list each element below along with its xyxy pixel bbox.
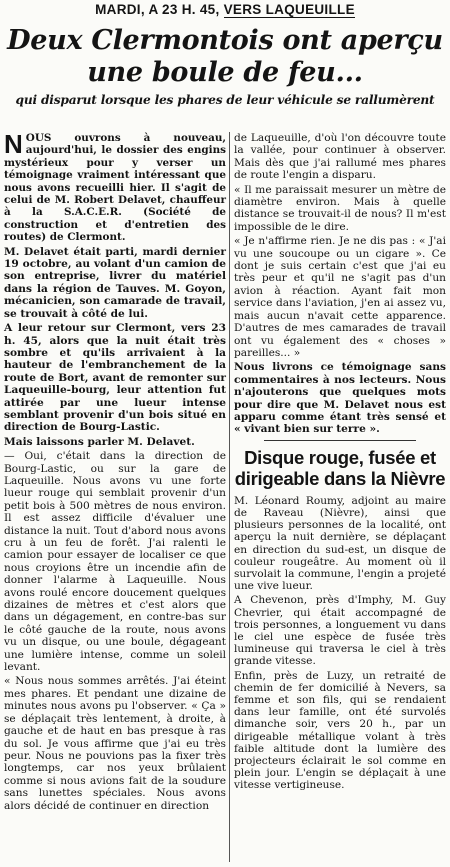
box-headline: Disque rouge, fusée et dirigeable dans la Nièvre xyxy=(234,446,446,489)
article-paragraph: « Nous nous sommes arrêtés. J'ai éteint mes phares. Et pendant une dizaine de minutes nous avons pu l'observer. « Ça » se déplaçait très lentement, à droite, à gauche et de haut en bas presque à ras du sol. Je vous affirme que j'ai eu très peur. Nous ne pouvions pas la fixer très longtemps, car nos yeux brûlaient comme si nous avions fait de la soudure sans lunettes spéciales. Nous avons alors décidé de continuer en direction xyxy=(4,675,226,812)
kicker xyxy=(0,2,450,17)
kicker-place: VERS LAQUEUILLE xyxy=(223,2,355,17)
box-paragraph: M. Léonard Roumy, adjoint au maire de Raveau (Nièvre), ainsi que plusieurs personnes de la localité, ont aperçu la nuit dernière, se déplaçant en direction du sud-est, un disque de couleur rougeâtre. Au moment où il survolait la commune, l'engin a projeté une vive lueur. xyxy=(234,494,446,593)
box-paragraph: A Chevenon, près d'Imphy, M. Guy Chevrier, qui était accompagné de trois personnes, a longuement vu dans le ciel une espèce de fusée très lumineuse qui traversa le ciel à très grande vitesse. xyxy=(234,594,446,668)
article-paragraph: « Je n'affirme rien. Je ne dis pas : « J'ai vu une soucoupe ou un cigare ». Ce dont je suis certain c'est que j'ai eu très peur et qu'il ne s'agit pas d'un avion à réaction. Ayant fait mon service dans l'aviation, j'en ai assez vu, mais aucun n'avait cette apparence. D'autres de mes camarades de travail ont vu également des « choses » pareilles... » xyxy=(234,235,446,359)
article-conclusion: Nous livrons ce témoignage sans commentaires à nos lecteurs. Nous n'ajouterons que quelques mots pour dire que M. Delavet nous est apparu comme étant très sensé et « vivant bien sur terre ». xyxy=(234,361,446,436)
left-column xyxy=(4,129,226,814)
article-intro-text: OUS ouvrons à nouveau, aujourd'hui, le dossier des engins mystérieux pour y verser un témoignage vraiment intéressant que nous avons recueilli hier. Il s'agit de celui de M. Robert Delavet, chauffeur à la S.A.C.E.R. (Société de construction et d'entretien des routes) de Clermont. xyxy=(4,132,226,244)
article-paragraph: de Laqueuille, d'où l'on découvre toute la vallée, pour continuer à observer. Mais dès que j'ai rallumé mes phares de route l'engin a disparu. xyxy=(234,132,446,182)
article-intro xyxy=(4,129,226,244)
article-paragraph: « Il me paraissait mesurer un mètre de diamètre environ. Mais à quelle distance se trouvait-il de nous? Il m'est impossible de le dire. xyxy=(234,183,446,233)
article-paragraph: M. Delavet était parti, mardi dernier 19 octobre, au volant d'un camion de son entreprise, livrer du matériel dans la région de Tauves. M. Goyon, mécanicien, son camarade de travail, se trouvait à côté de lui. xyxy=(4,245,226,320)
article-paragraph: — Oui, c'était dans la direction de Bourg-Lastic, ou sur la gare de Laqueuille. Nous avons vu une forte lueur rouge qui semblait provenir d'un petit bois à 500 mètres de nous environ. Il est assez difficile d'évaluer une distance la nuit. Tout d'abord nous avons cru à un feu de forêt. J'ai ralenti le camion pour essayer de localiser ce que nous croyions être un incendie afin de donner l'alarme à Laqueuille. Nous avons roulé encore doucement quelques dizaines de mètres et c'est alors que dans un dégagement, en contre-bas sur le côté gauche de la route, nous avons vu un disque, ou une boule, dégageant une lumière intense, comme un soleil levant. xyxy=(4,450,226,674)
drop-cap: N xyxy=(4,129,23,159)
right-column xyxy=(234,132,446,794)
kicker-date: MARDI, A 23 H. 45, xyxy=(95,2,220,17)
box-paragraph: Enfin, près de Luzy, un retraité de chemin de fer domicilié à Nevers, sa femme et son fils, qui se rendaient dans leur famille, ont été survolés dimanche soir, vers 20 h., par un dirigeable métallique volant à très faible altitude dont la lumière des projecteurs éclairait le sol comme en plein jour. L'engin se déplaçait à une vitesse vertigineuse. xyxy=(234,669,446,792)
article-paragraph: A leur retour sur Clermont, vers 23 h. 45, alors que la nuit était très sombre et qu'ils arrivaient à la hauteur de l'embranchement de la route de Bort, avant de remonter sur Laqueuille-bourg, leur attention fut attirée par une lueur intense semblant provenir d'un bois situé en direction de Bourg-Lastic. xyxy=(4,322,226,434)
headline: Deux Clermontois ont aperçu une boule de feu... xyxy=(7,25,443,88)
column-rule xyxy=(229,132,230,862)
subhead: qui disparut lorsque les phares de leur véhicule se rallumèrent xyxy=(15,93,435,107)
divider xyxy=(264,440,416,441)
box-body xyxy=(234,495,446,792)
article-paragraph: Mais laissons parler M. Delavet. xyxy=(4,435,195,448)
